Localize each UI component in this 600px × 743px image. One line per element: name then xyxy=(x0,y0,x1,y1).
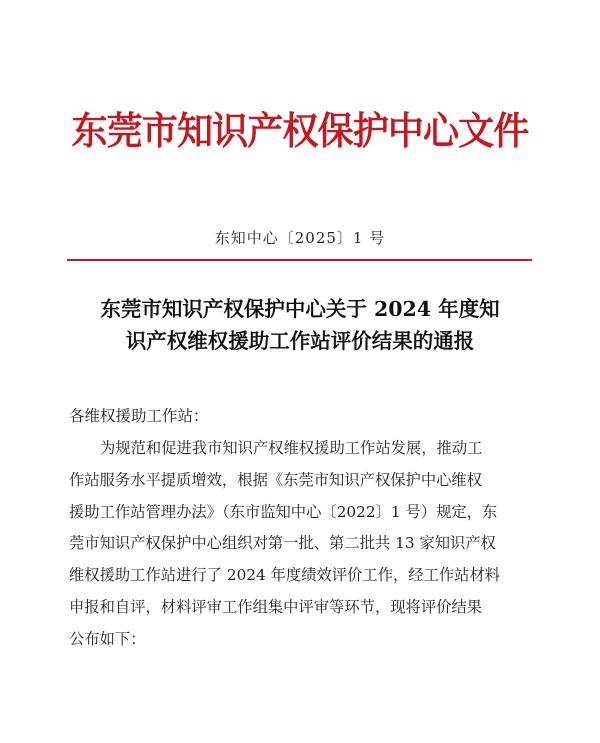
notice-title-line: 识产权维权援助工作站评价结果的通报 xyxy=(125,329,475,353)
body-line: 维权援助工作站进行了 2024 年度绩效评价工作，经工作站材料 xyxy=(69,566,501,585)
document-header-title: 东莞市知识产权保护中心文件 xyxy=(71,108,529,153)
body-line: 公布如下： xyxy=(69,629,146,648)
document-number: 东知中心〔2025〕1 号 xyxy=(214,229,386,247)
body-line: 作站服务水平提质增效，根据《东莞市知识产权保护中心维权 xyxy=(69,470,483,489)
body-line: 申报和自评，材料评审工作组集中评审等环节，现将评价结果 xyxy=(69,597,483,616)
salutation: 各维权援助工作站： xyxy=(69,407,209,425)
body-line: 莞市知识产权保护中心组织对第一批、第二批共 13 家知识产权 xyxy=(69,534,496,553)
body-paragraph xyxy=(69,433,531,656)
notice-title-line: 东莞市知识产权保护中心关于 2024 年度知 xyxy=(100,297,500,321)
header-red-rule xyxy=(67,259,532,261)
body-line: 援助工作站管理办法》（东市监知中心〔2022〕1 号）规定，东 xyxy=(69,502,498,521)
notice-title xyxy=(60,293,540,357)
body-line: 为规范和促进我市知识产权维权援助工作站发展，推动工 xyxy=(100,439,483,457)
